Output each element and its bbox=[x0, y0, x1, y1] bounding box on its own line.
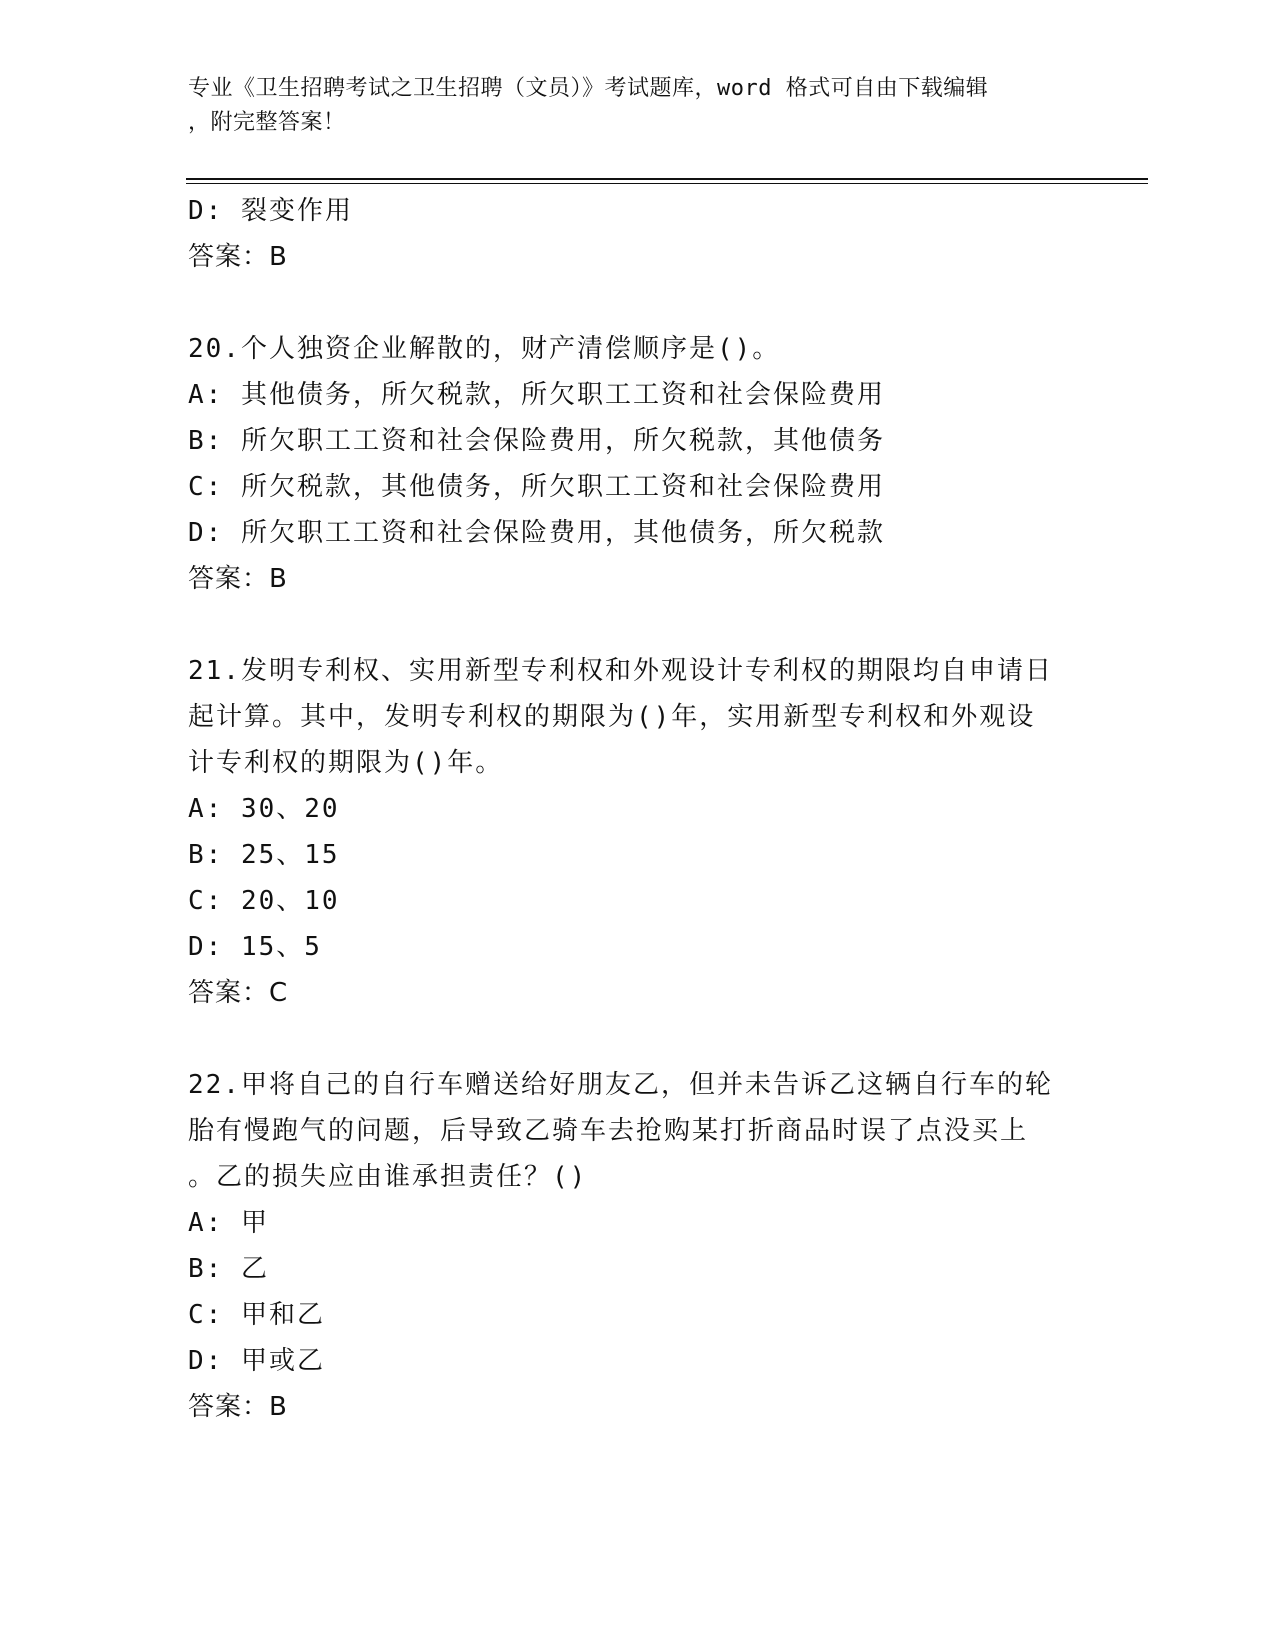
option-c: C: 甲和乙 bbox=[188, 1300, 325, 1330]
header-line-2: ，附完整答案！ bbox=[188, 110, 346, 135]
spacer bbox=[188, 1016, 1128, 1062]
question-content bbox=[188, 188, 1128, 1430]
option-a: A: 其他债务，所欠税款，所欠职工工资和社会保险费用 bbox=[188, 380, 885, 410]
question-22 bbox=[188, 1062, 1128, 1430]
answer: 答案：B bbox=[188, 564, 288, 594]
header-rule-top bbox=[186, 178, 1148, 180]
question-stem: 20.个人独资企业解散的，财产清偿顺序是()。 bbox=[188, 334, 781, 364]
question-stem-line-1: 21.发明专利权、实用新型专利权和外观设计专利权的期限均自申请日 bbox=[188, 656, 1053, 686]
option-b: B: 25、15 bbox=[188, 840, 340, 870]
option-d: D: 15、5 bbox=[188, 932, 322, 962]
answer: 答案：C bbox=[188, 978, 289, 1008]
question-stem-line-2: 起计算。其中，发明专利权的期限为()年，实用新型专利权和外观设 bbox=[188, 702, 1036, 732]
question-stem-line-3: 。乙的损失应由谁承担责任？() bbox=[188, 1162, 588, 1192]
question-stem-line-1: 22.甲将自己的自行车赠送给好朋友乙，但并未告诉乙这辆自行车的轮 bbox=[188, 1070, 1053, 1100]
option-d: D: 裂变作用 bbox=[188, 196, 353, 226]
header-line-1: 专业《卫生招聘考试之卫生招聘（文员）》考试题库，word 格式可自由下载编辑 bbox=[188, 76, 989, 101]
option-b: B: 所欠职工工资和社会保险费用，所欠税款，其他债务 bbox=[188, 426, 885, 456]
option-d: D: 甲或乙 bbox=[188, 1346, 325, 1376]
question-stem-line-3: 计专利权的期限为()年。 bbox=[188, 748, 504, 778]
document-header bbox=[188, 72, 1088, 140]
spacer bbox=[188, 280, 1128, 326]
spacer bbox=[188, 602, 1128, 648]
answer: 答案：B bbox=[188, 242, 288, 272]
previous-question bbox=[188, 188, 1128, 280]
option-d: D: 所欠职工工资和社会保险费用，其他债务，所欠税款 bbox=[188, 518, 885, 548]
option-b: B: 乙 bbox=[188, 1254, 269, 1284]
option-a: A: 30、20 bbox=[188, 794, 340, 824]
option-c: C: 所欠税款，其他债务，所欠职工工资和社会保险费用 bbox=[188, 472, 885, 502]
option-c: C: 20、10 bbox=[188, 886, 340, 916]
question-20 bbox=[188, 326, 1128, 602]
option-a: A: 甲 bbox=[188, 1208, 269, 1238]
answer: 答案：B bbox=[188, 1392, 288, 1422]
question-21 bbox=[188, 648, 1128, 1016]
question-stem-line-2: 胎有慢跑气的问题，后导致乙骑车去抢购某打折商品时误了点没买上 bbox=[188, 1116, 1029, 1146]
header-rule-bottom bbox=[186, 183, 1148, 184]
